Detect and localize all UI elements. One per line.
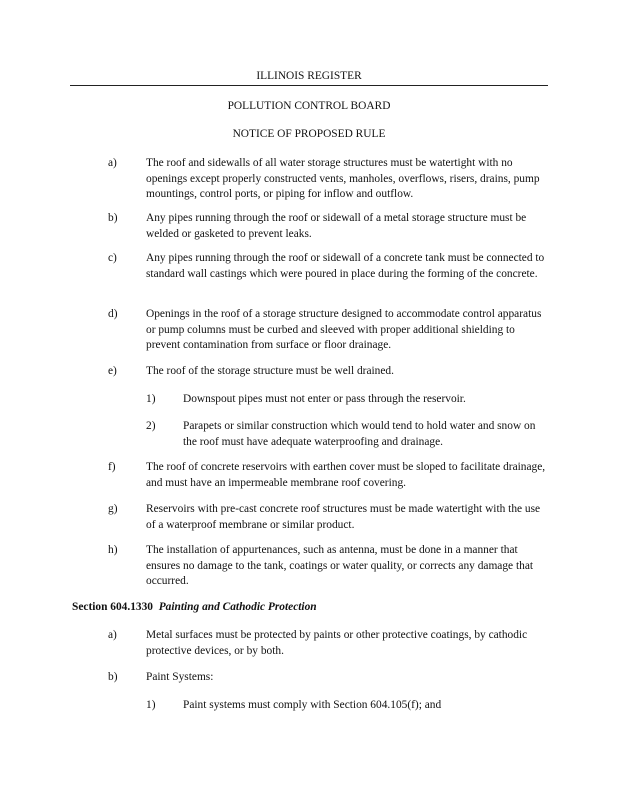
item-label: f) — [108, 461, 116, 473]
section-heading — [72, 600, 552, 616]
item-label: b) — [108, 671, 118, 683]
subitem-text: Parapets or similar construction which would tend to hold water and snow on the roof must have adequate waterproofing and drainage. — [183, 420, 536, 448]
subitem-text: Downspout pipes must not enter or pass through the reservoir. — [183, 393, 466, 405]
item-text: Any pipes running through the roof or sidewall of a metal storage structure must be welded or gasketed to prevent leaks. — [146, 212, 527, 240]
subitem-label: 1) — [146, 699, 156, 711]
item-text: Any pipes running through the roof or sidewall of a concrete tank must be connected to standard wall castings which were poured in place during the forming of the concrete. — [146, 252, 545, 280]
item-text: The roof and sidewalls of all water storage structures must be watertight with no openings except properly constructed vents, manholes, overflows, risers, drains, pump mountings, control ports, or piping for inflow and outflow. — [146, 157, 540, 200]
item-text: The installation of appurtenances, such as antenna, must be done in a manner that ensures no damage to the tank, coatings or water quality, or corrects any damage that occurred. — [146, 544, 534, 587]
subitem-label: 2) — [146, 420, 156, 432]
item-text: Reservoirs with pre-cast concrete roof structures must be made watertight with the use of a waterproof membrane or similar product. — [146, 503, 541, 531]
item-label: d) — [108, 308, 118, 320]
item-text: The roof of concrete reservoirs with earthen cover must be sloped to facilitate drainage, and must have an impermeable membrane roof covering. — [146, 461, 546, 489]
item-label: e) — [108, 365, 117, 377]
notice-title: NOTICE OF PROPOSED RULE — [232, 128, 386, 140]
item-text: Openings in the roof of a storage structure designed to accommodate control apparatus or pump columns must be curbed and sleeved with proper additional shielding to prevent contamination from surface or floor drainage. — [146, 308, 542, 351]
item-text: Paint Systems: — [146, 671, 214, 683]
item-text: Metal surfaces must be protected by paints or other protective coatings, by cathodic protective devices, or by both. — [146, 629, 528, 657]
header-rule — [70, 85, 548, 86]
item-label: h) — [108, 544, 118, 556]
item-label: a) — [108, 157, 117, 169]
item-text: The roof of the storage structure must be well drained. — [146, 365, 394, 377]
item-label: g) — [108, 503, 118, 515]
item-label: b) — [108, 212, 118, 224]
register-title: ILLINOIS REGISTER — [256, 70, 362, 82]
subitem-label: 1) — [146, 393, 156, 405]
item-label: c) — [108, 252, 117, 264]
board-title: POLLUTION CONTROL BOARD — [227, 100, 391, 112]
section-number: Section 604.1330 — [72, 601, 153, 613]
section-title: Painting and Cathodic Protection — [158, 601, 317, 613]
subitem-text: Paint systems must comply with Section 604.105(f); and — [183, 699, 442, 711]
item-label: a) — [108, 629, 117, 641]
